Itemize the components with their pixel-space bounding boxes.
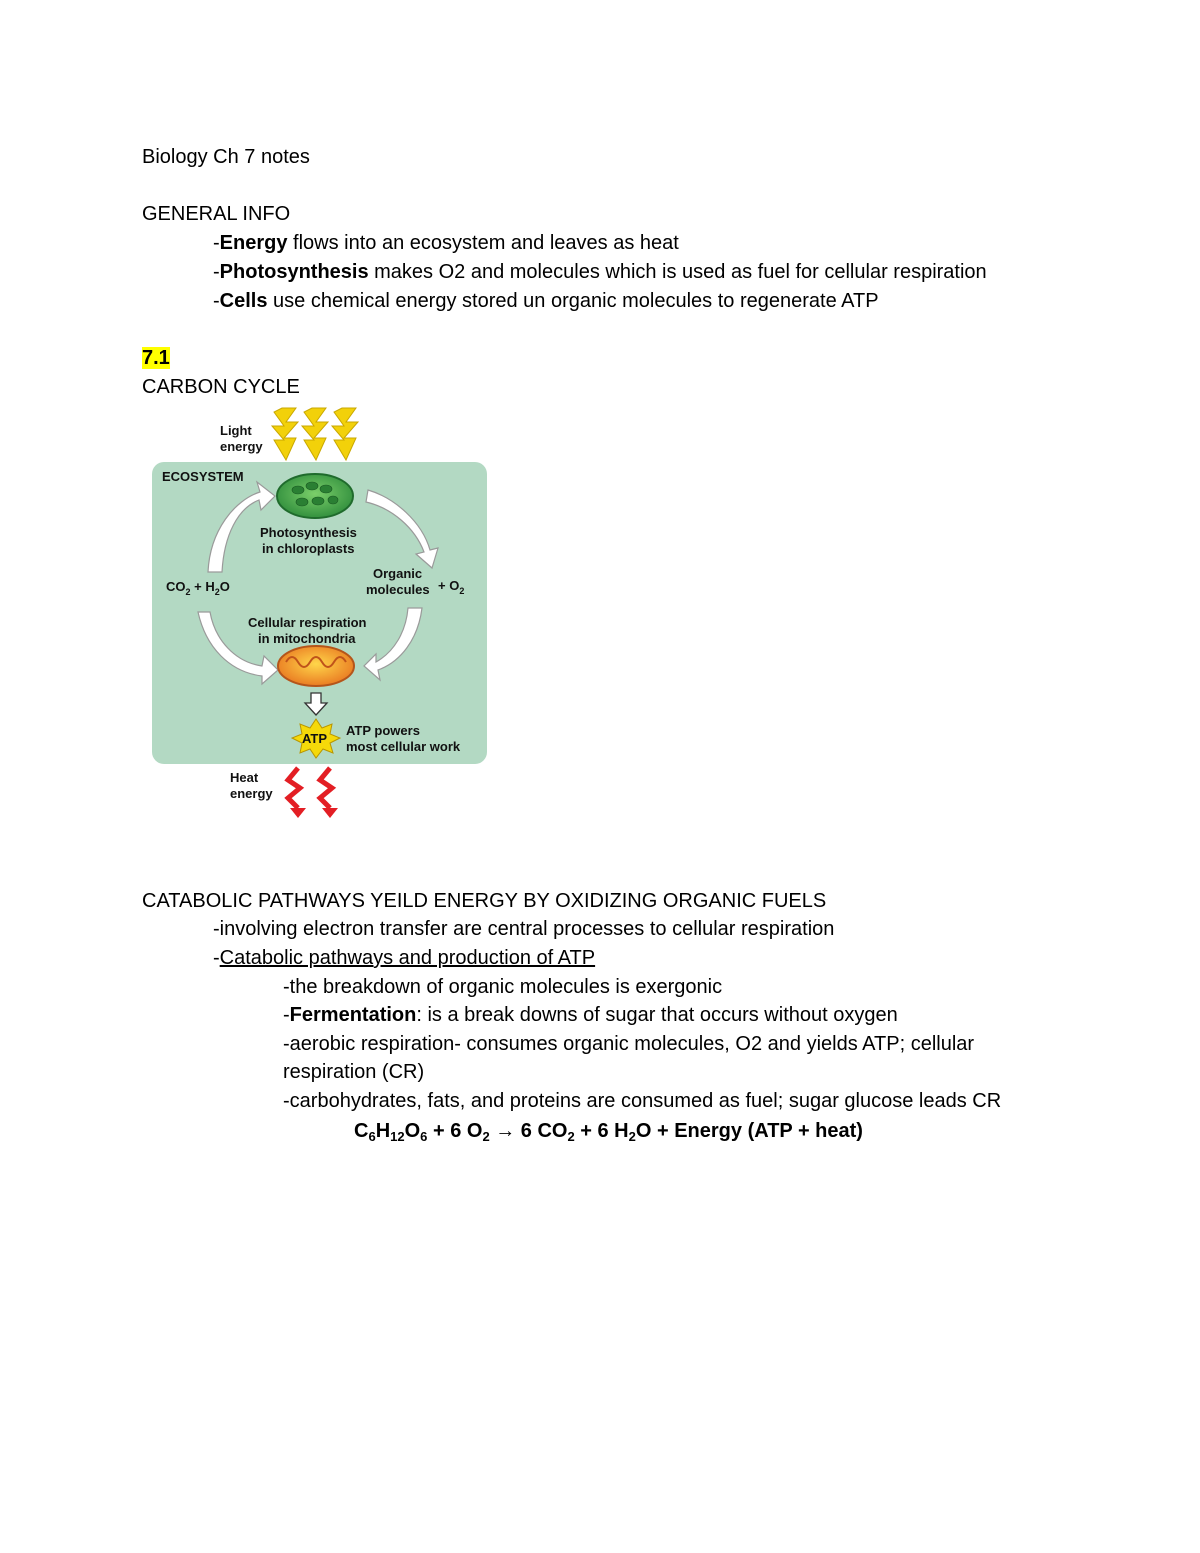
mitochondrion-illustration [278, 646, 354, 686]
co2-text: CO [166, 579, 186, 594]
dash: - [283, 1004, 290, 1026]
ecosystem-label: ECOSYSTEM [162, 469, 244, 484]
cellular-respiration-label: Cellular respiration [248, 615, 367, 630]
catabolic-subheading [213, 946, 595, 970]
light-energy-label: Light [220, 423, 252, 438]
heat-energy-label: energy [230, 786, 273, 801]
catabolic-subitem: -carbohydrates, fats, and proteins are consumed as fuel; sugar glucose leads CR [283, 1090, 1002, 1112]
light-energy-label: energy [220, 439, 263, 454]
co2-subscript: 2 [185, 587, 191, 597]
organic-molecules-label: molecules [366, 582, 430, 597]
photosynthesis-label: in chloroplasts [262, 541, 355, 556]
general-info-item: -Energy flows into an ecosystem and leaves as heat [213, 232, 679, 254]
light-bolt [332, 408, 358, 460]
section-number [142, 346, 170, 370]
catabolic-subitem: -aerobic respiration- consumes organic molecules, O2 and yields ATP; cellular [283, 1033, 975, 1055]
fermentation-text: : is a break downs of sugar that occurs without oxygen [416, 1004, 898, 1026]
h2o-subscript: 2 [214, 587, 220, 597]
cellular-respiration-label: in mitochondria [258, 631, 356, 646]
light-bolt [272, 408, 298, 460]
heat-bolt [288, 768, 300, 808]
general-info-item: -Photosynthesis makes O2 and molecules which is used as fuel for cellular respiration [213, 261, 987, 283]
item-text: makes O2 and molecules which is used as fuel for cellular respiration [368, 261, 987, 283]
heat-arrowhead [290, 808, 306, 818]
item-text: flows into an ecosystem and leaves as heat [287, 232, 679, 254]
carbon-cycle-diagram [140, 400, 500, 825]
catabolic-subheading-text: Catabolic pathways and production of ATP [219, 947, 596, 969]
fermentation-keyword: Fermentation [289, 1004, 417, 1026]
atp-powers-label: ATP powers [346, 723, 420, 738]
o2-text: + O [438, 578, 460, 593]
o2-subscript: 2 [459, 586, 465, 596]
item-keyword: Energy [219, 232, 288, 254]
dash: - [213, 947, 220, 969]
item-keyword: Cells [219, 290, 268, 312]
chloroplast-illustration [277, 474, 353, 518]
page-title: Biology Ch 7 notes [142, 146, 310, 168]
section-number-highlight: 7.1 [142, 347, 170, 369]
light-energy-bolts [272, 408, 358, 460]
heat-arrowheads [290, 808, 338, 818]
organic-molecules-label: Organic [373, 566, 423, 581]
catabolic-line: -involving electron transfer are central processes to cellular respiration [213, 918, 835, 940]
general-info-item: -Cells use chemical energy stored un organic molecules to regenerate ATP [213, 290, 879, 312]
light-bolt [302, 408, 328, 460]
heat-energy-bolts [288, 768, 332, 808]
item-text: use chemical energy stored un organic molecules to regenerate ATP [267, 290, 879, 312]
atp-powers-label: most cellular work [346, 739, 461, 754]
catabolic-subitem-continued: respiration (CR) [283, 1061, 425, 1083]
section-heading: CARBON CYCLE [142, 376, 300, 398]
h2o-text: + H [190, 579, 215, 594]
photosynthesis-label: Photosynthesis [260, 525, 357, 540]
catabolic-subitem: -the breakdown of organic molecules is exergonic [283, 976, 723, 998]
catabolic-heading: CATABOLIC PATHWAYS YEILD ENERGY BY OXIDIZING ORGANIC FUELS [142, 890, 827, 912]
h2o-o-text: O [219, 579, 230, 594]
respiration-equation: $C_6H_{12}O_6 + 6$ $O_2 \to 6$ $CO_2 + 6$ $H_2O$ + Energy (ATP + heat) [354, 1120, 863, 1144]
atp-label: ATP [302, 731, 328, 746]
heat-energy-label: Heat [230, 770, 259, 785]
item-keyword: Photosynthesis [219, 261, 369, 283]
general-info-heading: GENERAL INFO [142, 203, 291, 225]
heat-bolt [320, 768, 332, 808]
catabolic-subitem [283, 1003, 898, 1027]
heat-arrowhead [322, 808, 338, 818]
